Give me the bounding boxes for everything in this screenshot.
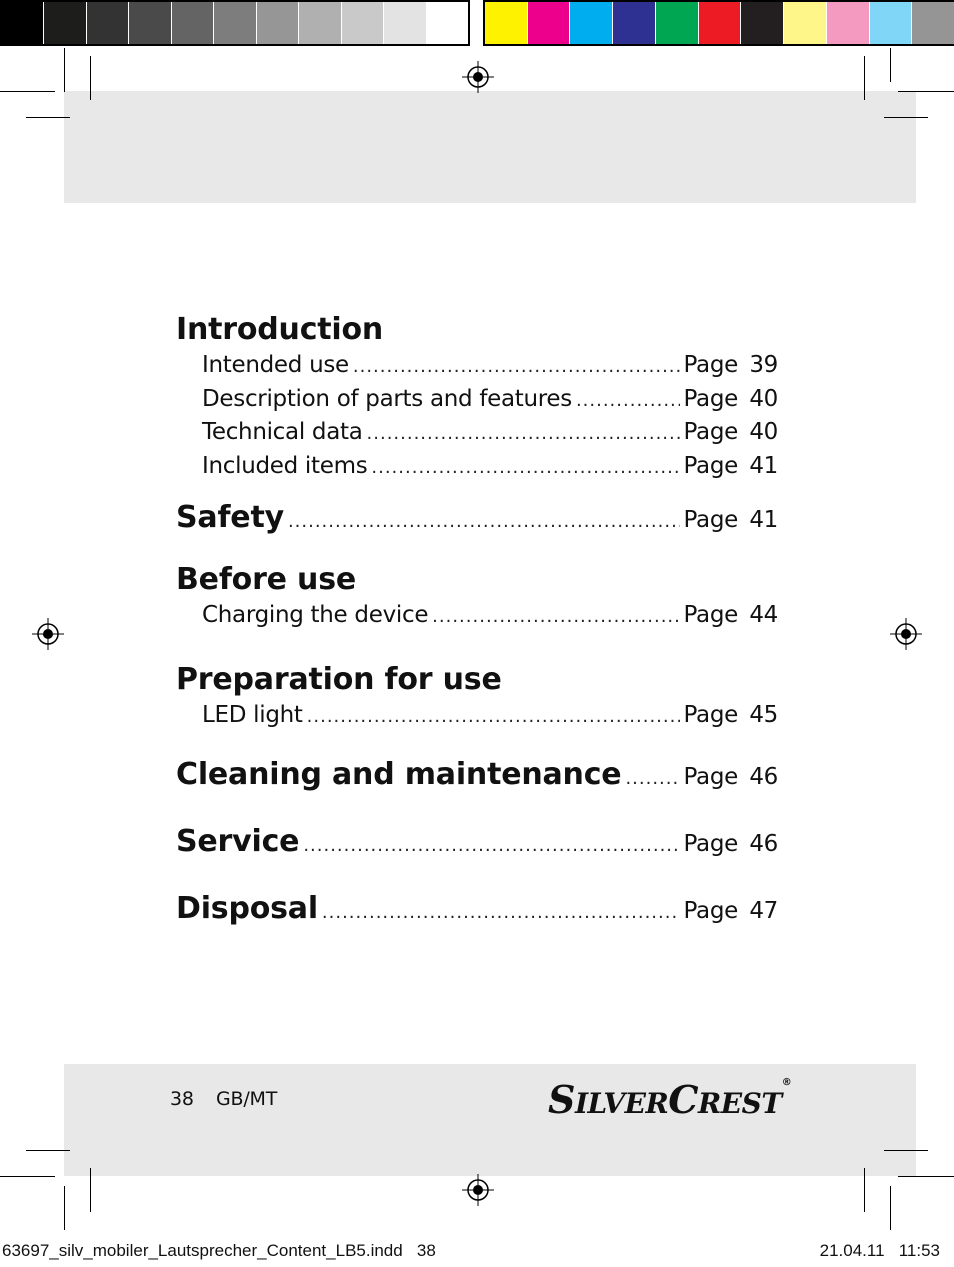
- toc-heading-row: [176, 662, 778, 702]
- toc-heading[interactable]: Introduction: [176, 312, 384, 347]
- crop-mark: [898, 91, 954, 92]
- gray-swatch: [44, 2, 86, 44]
- toc-entry[interactable]: [176, 352, 778, 386]
- toc-page-word: Page: [683, 452, 738, 479]
- color-swatch: [528, 2, 571, 44]
- toc-entry[interactable]: [176, 453, 778, 487]
- leader-dots: [625, 768, 679, 789]
- toc-section-cleaning: [176, 757, 778, 801]
- brand-logo: [548, 1077, 791, 1122]
- toc-page-number: 40: [749, 419, 778, 445]
- gray-swatch: [172, 2, 214, 44]
- toc-page-number: 41: [749, 452, 778, 479]
- toc-page-number: 46: [749, 764, 778, 790]
- color-swatch: [827, 2, 870, 44]
- crop-mark: [64, 1186, 65, 1230]
- toc-page-word: Page: [683, 602, 738, 628]
- color-swatch: [870, 2, 913, 44]
- color-swatch: [485, 2, 528, 44]
- process-color-bar: [483, 0, 954, 46]
- toc-entry-label: Charging the device: [202, 602, 429, 628]
- crop-mark: [90, 56, 91, 100]
- toc-heading-row[interactable]: [176, 824, 778, 868]
- registered-mark: ®: [781, 1077, 792, 1088]
- toc-entry-label: LED light: [202, 701, 303, 728]
- registration-mark-icon: [462, 61, 494, 93]
- toc-entry-label: Technical data: [202, 419, 363, 445]
- toc-section-preparation: [176, 662, 778, 736]
- gray-swatch: [342, 2, 384, 44]
- color-swatch: [613, 2, 656, 44]
- color-swatch: [656, 2, 699, 44]
- crop-mark: [864, 56, 865, 100]
- color-swatch: [570, 2, 613, 44]
- toc-page-number: 47: [749, 898, 778, 924]
- toc-page-word: Page: [683, 831, 738, 857]
- crop-mark: [26, 1150, 70, 1151]
- toc-section-before-use: [176, 562, 778, 636]
- registration-mark-icon: [890, 618, 922, 650]
- toc-heading: Safety: [176, 500, 284, 535]
- color-swatch: [784, 2, 827, 44]
- header-band: [64, 91, 916, 203]
- toc-page-word: Page: [683, 419, 738, 445]
- toc-page-word: Page: [683, 507, 738, 533]
- toc-page-word: Page: [683, 764, 738, 790]
- toc-page-number: 45: [749, 701, 778, 728]
- toc-heading-row[interactable]: [176, 757, 778, 801]
- gray-swatch: [214, 2, 256, 44]
- file-slug: 63697_silv_mobiler_Lautsprecher_Content_LB5.indd 38: [2, 1241, 436, 1260]
- toc-entry[interactable]: [176, 702, 778, 736]
- gray-swatch: [2, 2, 44, 44]
- toc-heading: Disposal: [176, 891, 318, 926]
- brand-letters: REST: [698, 1087, 782, 1120]
- gray-swatch: [427, 2, 468, 44]
- toc-page-number: 46: [749, 831, 778, 857]
- gray-swatch: [257, 2, 299, 44]
- toc-entry[interactable]: [176, 386, 778, 420]
- crop-mark: [890, 1186, 891, 1230]
- crop-mark: [64, 48, 65, 92]
- toc-page-number: 44: [749, 602, 778, 628]
- gray-swatch: [129, 2, 171, 44]
- crop-mark: [26, 117, 70, 118]
- toc-section-service: [176, 824, 778, 868]
- toc-entry-label: Included items: [202, 452, 368, 479]
- leader-dots: [307, 706, 680, 727]
- gray-swatch: [384, 2, 426, 44]
- toc-page-word: Page: [683, 701, 738, 728]
- table-of-contents: [176, 312, 778, 935]
- leader-dots: [432, 606, 679, 627]
- toc-section-safety: [176, 500, 778, 544]
- toc-heading[interactable]: Before use: [176, 562, 357, 597]
- leader-dots: [367, 423, 680, 444]
- toc-heading-row[interactable]: [176, 891, 778, 935]
- brand-letter: S: [548, 1077, 575, 1122]
- toc-heading-row: [176, 562, 778, 602]
- page-number: 38: [170, 1088, 194, 1110]
- crop-mark: [0, 91, 55, 92]
- color-swatch: [741, 2, 784, 44]
- toc-heading-row: [176, 312, 778, 352]
- crop-mark: [898, 1176, 954, 1177]
- toc-heading: Cleaning and maintenance: [176, 757, 622, 792]
- leader-dots: [303, 835, 679, 856]
- toc-page-number: 39: [749, 352, 778, 378]
- leader-dots: [288, 511, 680, 532]
- color-swatch: [699, 2, 742, 44]
- language-code: GB/MT: [216, 1088, 278, 1110]
- toc-entry-label: Intended use: [202, 352, 349, 378]
- toc-page-word: Page: [683, 898, 738, 924]
- date-time-slug: 21.04.11 11:53: [819, 1241, 940, 1260]
- leader-dots: [371, 457, 679, 478]
- toc-heading-row[interactable]: [176, 500, 778, 544]
- leader-dots: [576, 390, 680, 411]
- crop-mark: [864, 1168, 865, 1212]
- brand-letters: ILVER: [574, 1087, 669, 1120]
- crop-mark: [90, 1168, 91, 1212]
- toc-page-number: 41: [749, 507, 778, 533]
- toc-entry[interactable]: [176, 602, 778, 636]
- brand-letter: C: [668, 1077, 699, 1122]
- crop-mark: [884, 117, 928, 118]
- toc-section-introduction: [176, 312, 778, 486]
- toc-page-word: Page: [683, 352, 738, 378]
- crop-mark: [890, 48, 891, 82]
- toc-entry[interactable]: [176, 419, 778, 453]
- toc-section-disposal: [176, 891, 778, 935]
- leader-dots: [322, 902, 680, 923]
- leader-dots: [353, 356, 680, 377]
- crop-mark: [884, 1150, 928, 1151]
- registration-mark-icon: [462, 1174, 494, 1206]
- toc-heading: Service: [176, 824, 300, 859]
- color-swatch: [912, 2, 954, 44]
- registration-mark-icon: [32, 618, 64, 650]
- gray-swatch: [87, 2, 129, 44]
- toc-page-number: 40: [749, 385, 778, 412]
- toc-heading[interactable]: Preparation for use: [176, 661, 502, 697]
- grayscale-color-bar: [0, 0, 470, 46]
- toc-entry-label: Description of parts and features: [202, 385, 572, 412]
- toc-page-word: Page: [683, 385, 738, 412]
- crop-mark: [0, 1176, 55, 1177]
- gray-swatch: [299, 2, 341, 44]
